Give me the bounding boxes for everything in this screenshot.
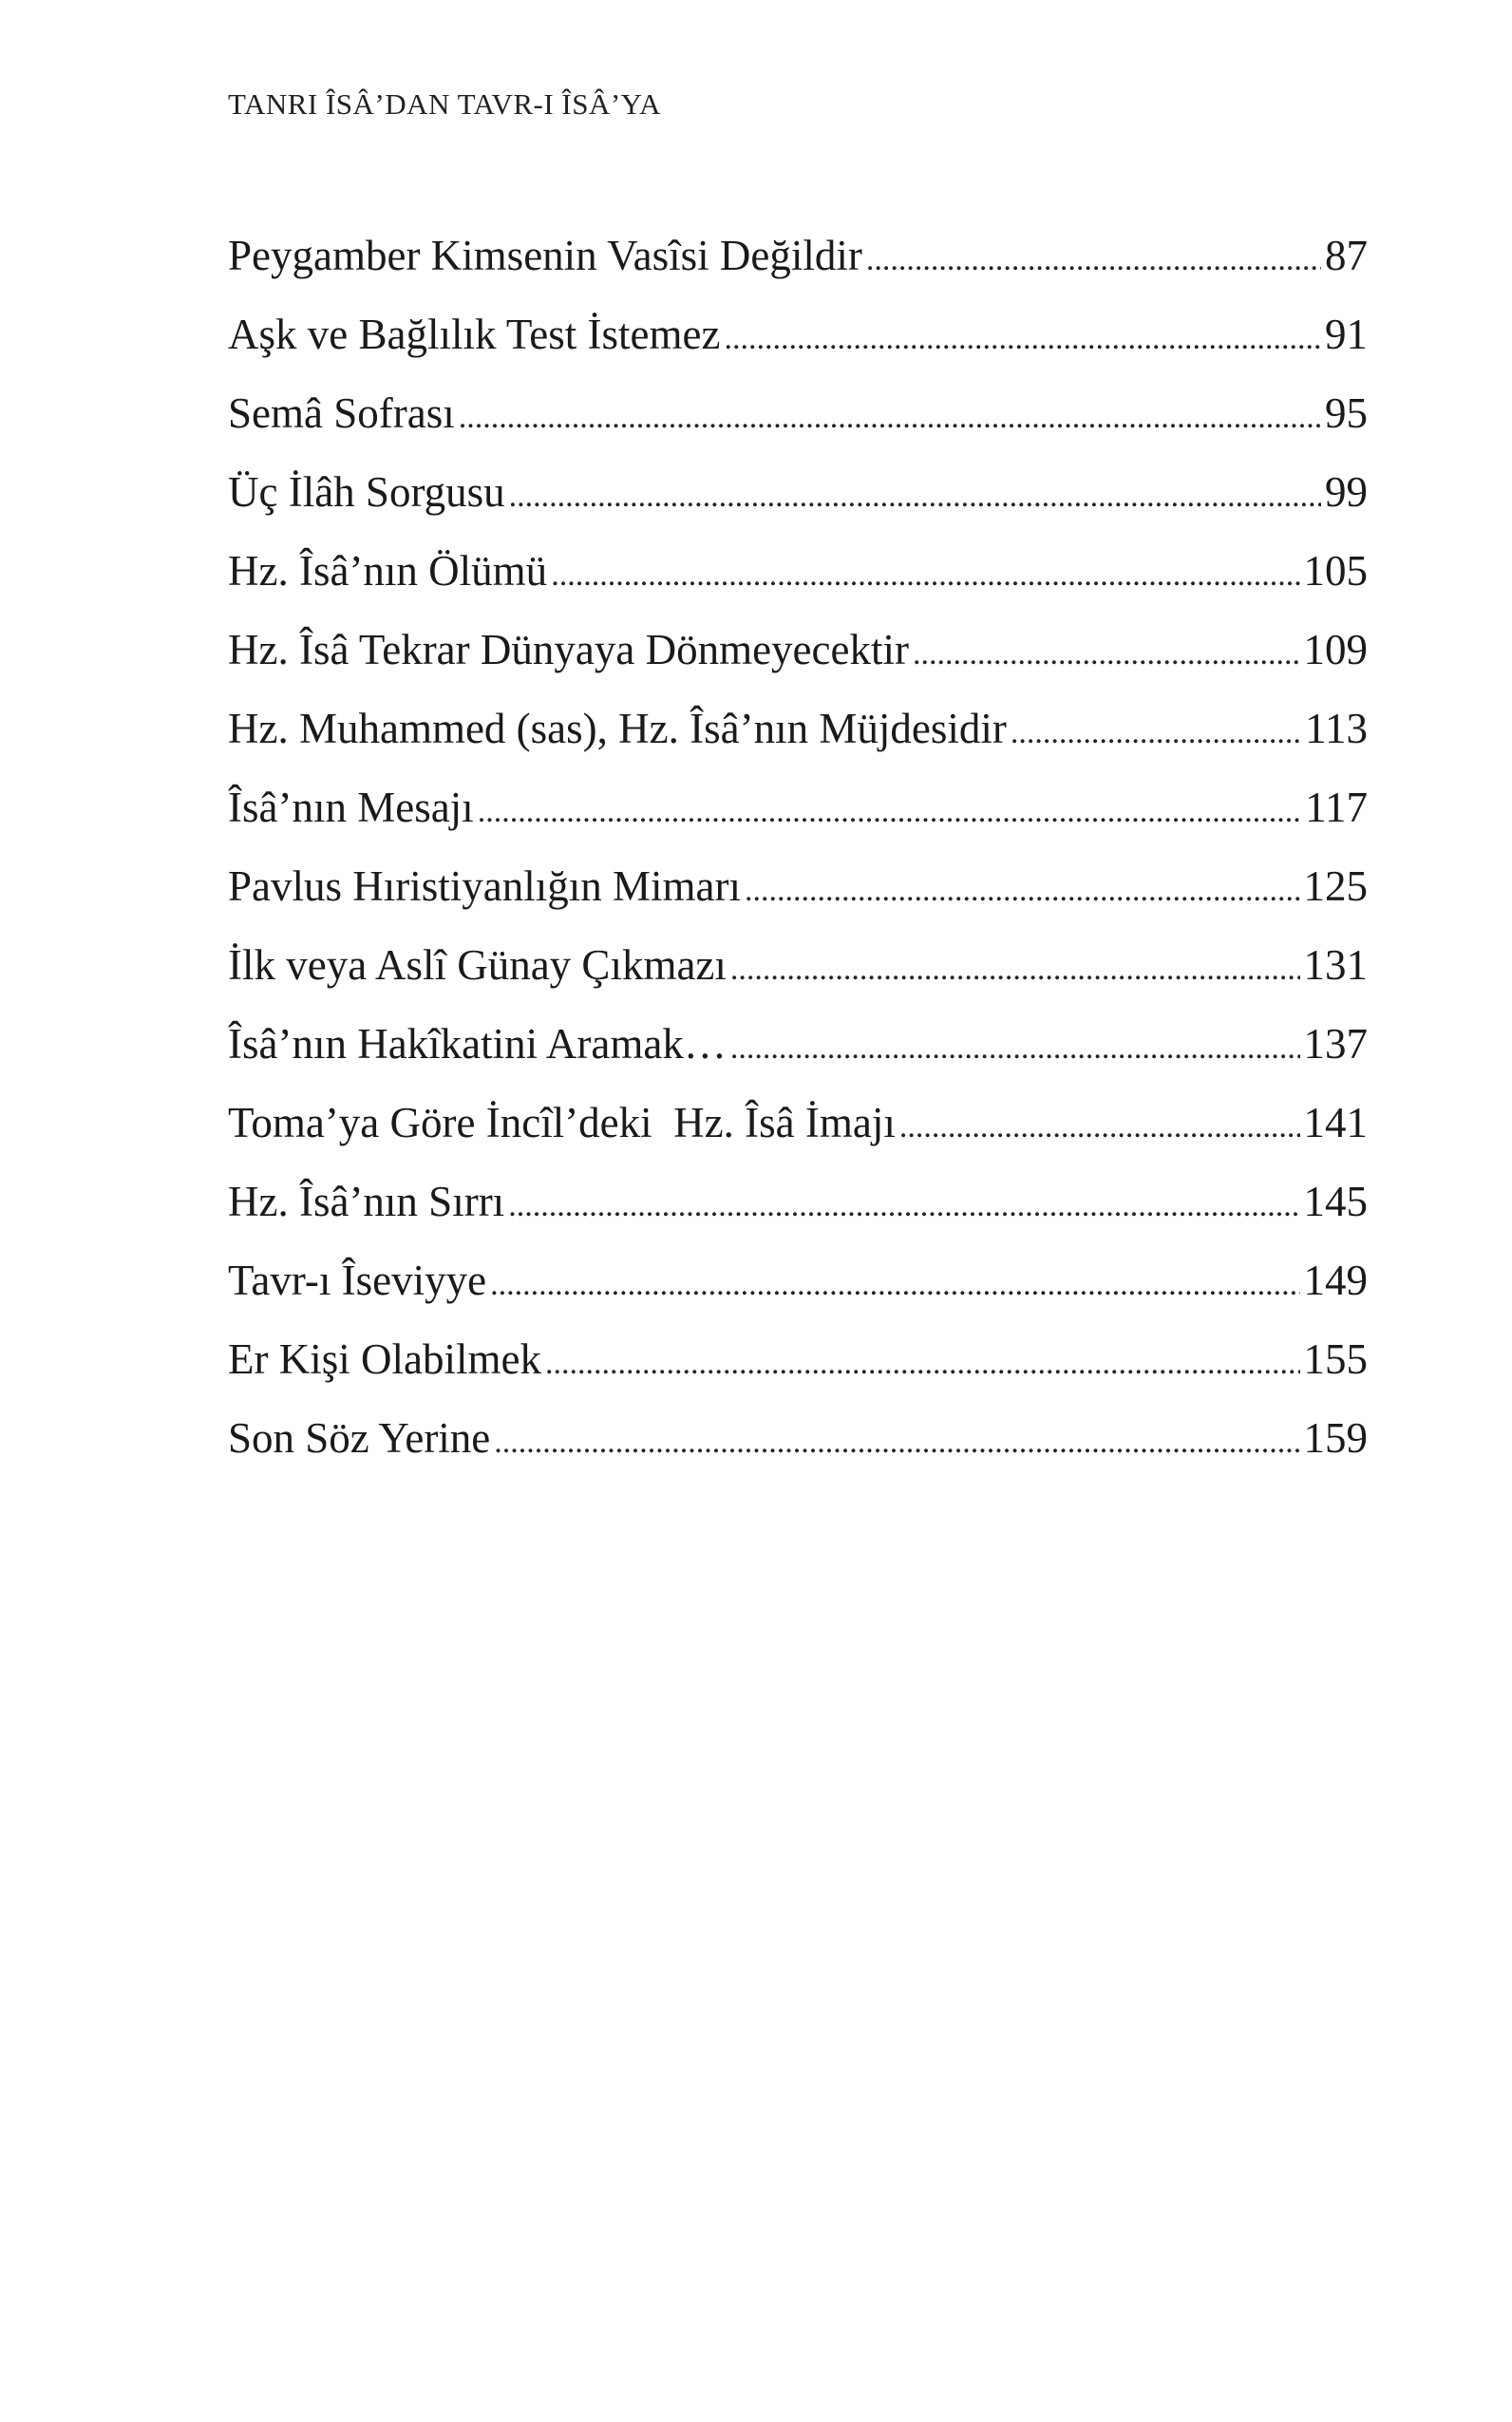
toc-entry-page: 105	[1303, 547, 1368, 595]
dot-leader	[494, 1403, 1299, 1482]
toc-entry-title: Toma’ya Göre İncîl’deki Hz. Îsâ İmajı	[228, 1099, 896, 1146]
toc-entry	[228, 453, 1368, 532]
toc-entry-title: Hz. Îsâ’nın Ölümü	[228, 547, 548, 595]
toc-entry-title: Hz. Îsâ’nın Sırrı	[228, 1178, 505, 1225]
dot-leader	[509, 457, 1321, 536]
toc-entry	[228, 1005, 1368, 1084]
dot-leader	[866, 220, 1321, 299]
toc-entry	[228, 847, 1368, 926]
toc-entry	[228, 1084, 1368, 1163]
toc-entry	[228, 1163, 1368, 1241]
toc-entry	[228, 1399, 1368, 1478]
dot-leader	[724, 299, 1321, 378]
toc-entry-title: Semâ Sofrası	[228, 389, 455, 437]
toc-entry	[228, 374, 1368, 453]
toc-entry-page: 117	[1305, 784, 1368, 831]
toc-entry-title: Hz. Muhammed (sas), Hz. Îsâ’nın Müjdesidir	[228, 705, 1007, 752]
toc-entry-title: Aşk ve Bağlılık Test İstemez	[228, 311, 721, 358]
dot-leader	[899, 1088, 1300, 1166]
toc-entry-title: Son Söz Yerine	[228, 1414, 491, 1462]
toc-entry	[228, 926, 1368, 1005]
table-of-contents	[228, 217, 1368, 1478]
dot-leader	[545, 1324, 1300, 1403]
running-header: TANRI ÎSÂ’DAN TAVR-I ÎSÂ’YA	[228, 87, 662, 121]
dot-leader	[1011, 693, 1301, 772]
dot-leader	[478, 772, 1301, 851]
toc-entry	[228, 690, 1368, 768]
toc-entry-page: 137	[1303, 1020, 1368, 1068]
toc-entry-page: 95	[1325, 389, 1368, 437]
toc-entry-title: Tavr-ı Îseviyye	[228, 1257, 487, 1304]
toc-entry-title: Pavlus Hıristiyanlığın Mimarı	[228, 862, 741, 910]
toc-entry	[228, 768, 1368, 847]
toc-entry	[228, 217, 1368, 295]
dot-leader	[459, 378, 1321, 457]
toc-entry-title: Hz. Îsâ Tekrar Dünyaya Dönmeyecektir	[228, 626, 909, 673]
toc-entry-page: 99	[1325, 468, 1368, 516]
toc-entry-page: 125	[1303, 862, 1368, 910]
toc-entry-title: Er Kişi Olabilmek	[228, 1335, 541, 1383]
toc-entry	[228, 1320, 1368, 1399]
toc-entry-page: 145	[1303, 1178, 1368, 1225]
dot-leader	[551, 536, 1299, 615]
toc-entry-title: Peygamber Kimsenin Vasîsi Değildir	[228, 232, 862, 279]
toc-entry	[228, 295, 1368, 374]
dot-leader	[745, 851, 1300, 930]
toc-entry-page: 155	[1303, 1335, 1368, 1383]
toc-entry	[228, 611, 1368, 690]
toc-entry	[228, 1241, 1368, 1320]
toc-entry-page: 91	[1325, 311, 1368, 358]
toc-entry-page: 149	[1303, 1257, 1368, 1304]
toc-entry-page: 87	[1325, 232, 1368, 279]
toc-entry-page: 141	[1303, 1099, 1368, 1146]
toc-entry-page: 113	[1305, 705, 1368, 752]
toc-entry-title: Îsâ’nın Mesajı	[228, 784, 474, 831]
toc-entry-title: Îsâ’nın Hakîkatini Aramak…	[228, 1020, 727, 1068]
toc-entry-title: İlk veya Aslî Günay Çıkmazı	[228, 941, 727, 989]
dot-leader	[730, 1009, 1300, 1088]
toc-entry-title: Üç İlâh Sorgusu	[228, 468, 505, 516]
dot-leader	[913, 615, 1300, 693]
dot-leader	[508, 1166, 1299, 1245]
dot-leader	[490, 1245, 1299, 1324]
toc-entry	[228, 532, 1368, 611]
toc-entry-page: 109	[1303, 626, 1368, 673]
toc-entry-page: 159	[1303, 1414, 1368, 1462]
toc-entry-page: 131	[1303, 941, 1368, 989]
dot-leader	[730, 930, 1300, 1009]
